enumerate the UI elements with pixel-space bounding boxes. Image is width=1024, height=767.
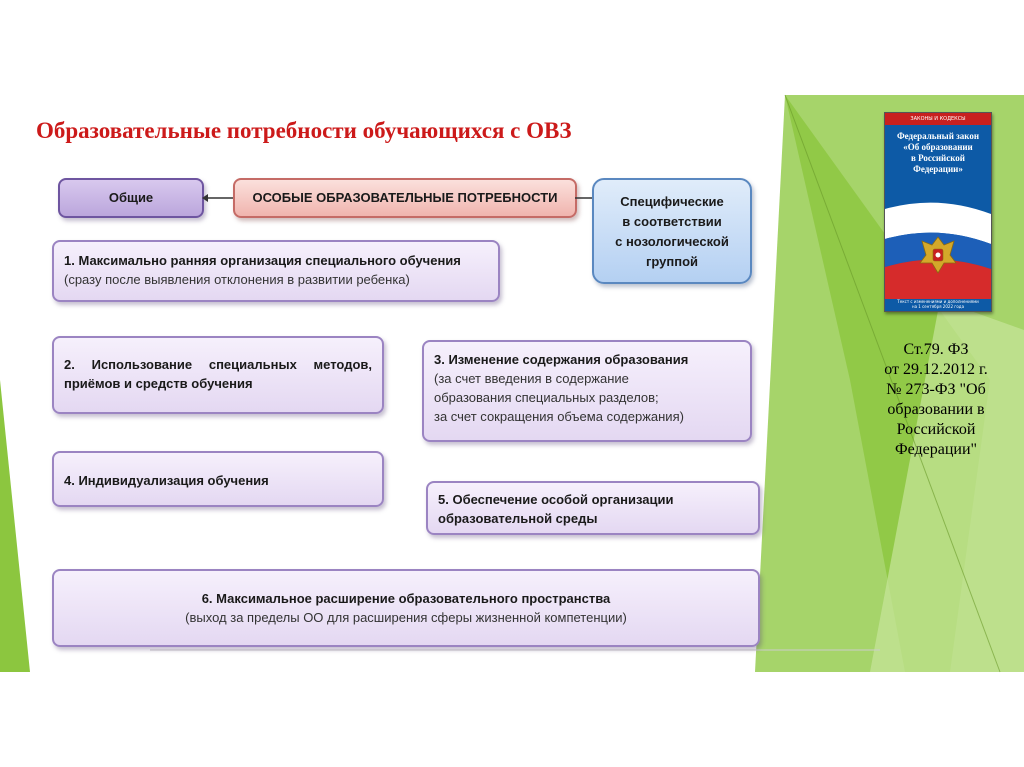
need-item-2 [52,336,384,414]
specific-line-4: группой [645,254,699,269]
eagle-emblem-icon [918,233,958,275]
special-needs-box [233,178,577,218]
need-item-3 [422,340,752,442]
law-line-1: Ст.79. ФЗ [903,341,969,358]
law-reference [850,340,1022,460]
need-item-3-note-3: за счет сокращения объема содержания) [434,409,684,424]
law-line-3: № 273-ФЗ "Об [886,381,986,398]
need-item-2-line-2: приёмов и средств обучения [64,376,253,391]
need-item-6 [52,569,760,647]
need-item-5-line-1: 5. Обеспечение особой организации [438,492,674,507]
need-item-3-title: 3. Изменение содержания образования [434,352,689,367]
need-item-5 [426,481,760,535]
law-line-5: Российской [896,421,976,438]
book-title-line-3: в Российской [911,153,965,163]
law-line-2: от 29.12.2012 г. [884,361,988,378]
need-item-6-title: 6. Максимальное расширение образовательного пространства [201,591,611,606]
specific-line-2: в соответствии [622,214,722,229]
need-item-6-note: (выход за пределы ОО для расширения сферы жизненной компетенции) [185,610,627,625]
specific-line-3: с нозологической [615,234,729,249]
book-small-print [887,299,989,309]
book-series-label: ЗАКОНЫ И КОДЕКСЫ [885,113,991,125]
law-book-cover [884,112,992,312]
need-item-1-title: 1. Максимально ранняя организация специального обучения [64,253,461,268]
law-line-4: образовании в [887,401,985,418]
specific-line-1: Специфические [620,194,724,209]
book-title-line-2: «Об образовании [903,142,973,152]
specific-needs-box [592,178,752,284]
general-needs-label: Общие [108,190,154,205]
green-triangle-left [0,380,30,672]
book-small-line-1: Текст с изменениями и дополнениями [897,299,979,304]
general-needs-box [58,178,204,218]
special-needs-label: ОСОБЫЕ ОБРАЗОВАТЕЛЬНЫЕ ПОТРЕБНОСТИ [252,190,558,205]
book-small-line-2: на 1 сентября 2022 года [911,304,965,309]
need-item-3-note-2: образования специальных разделов; [434,390,659,405]
need-item-4-title: 4. Индивидуализация обучения [64,473,269,488]
need-item-2-line-1: 2. Использование специальных методов, [64,357,372,372]
need-item-4 [52,451,384,507]
need-item-1 [52,240,500,302]
book-title-line-4: Федерации» [913,164,963,174]
page-title: Образовательные потребности обучающихся с ОВЗ [36,118,572,143]
book-title-line-1: Федеральный закон [896,131,980,141]
need-item-5-line-2: образовательной среды [438,511,598,526]
need-item-1-note: (сразу после выявления отклонения в развитии ребенка) [64,272,410,287]
law-line-6: Федерации" [894,441,978,458]
need-item-3-note-1: (за счет введения в содержание [434,371,629,386]
book-title [887,131,989,175]
